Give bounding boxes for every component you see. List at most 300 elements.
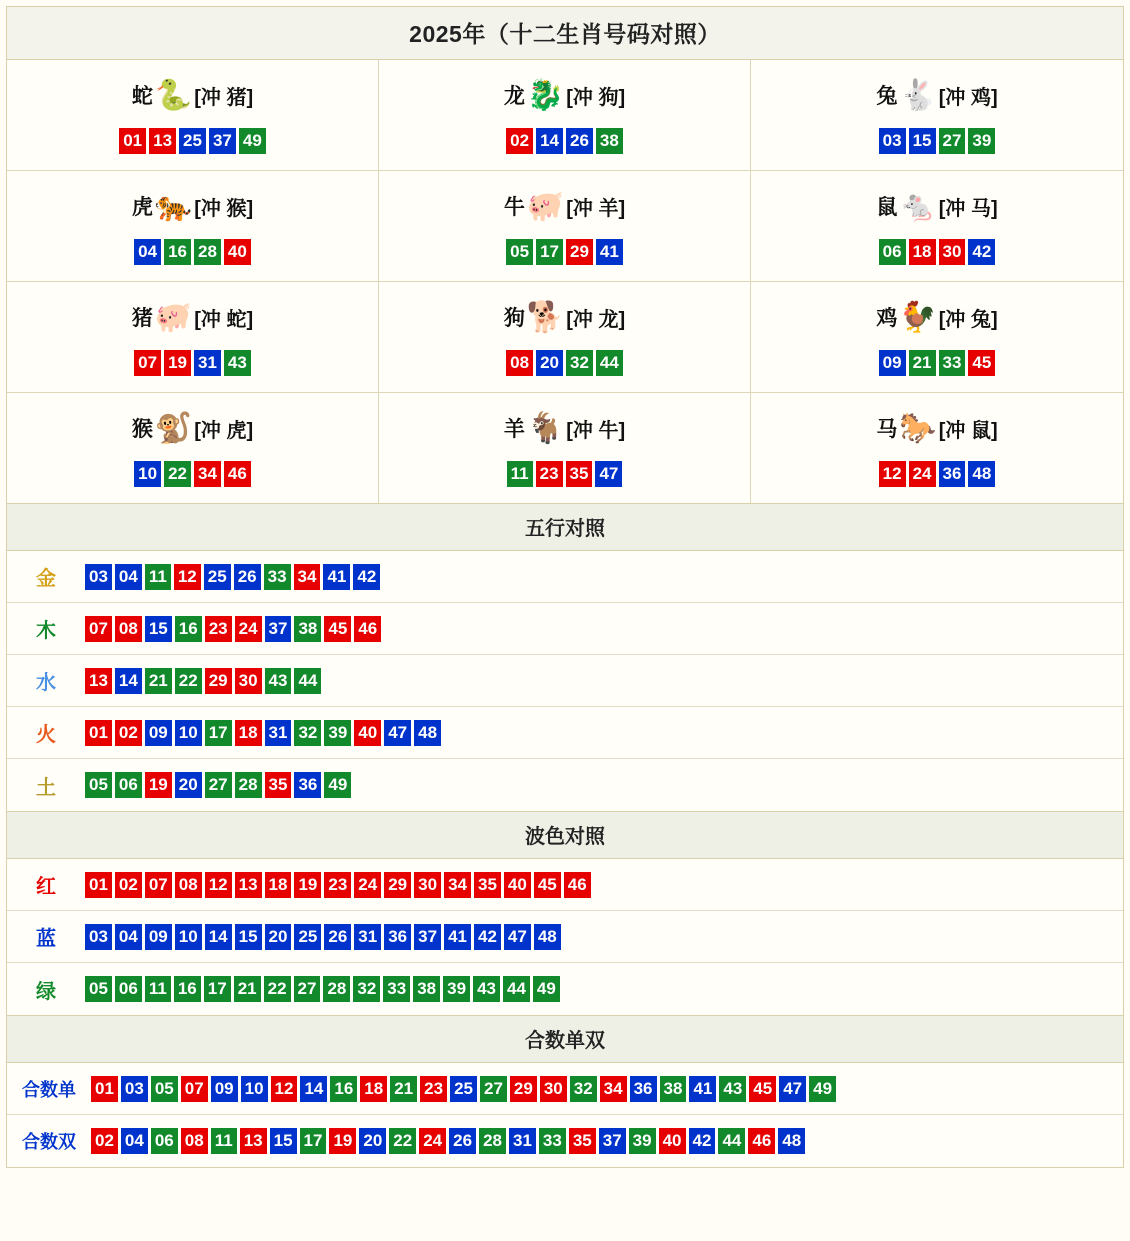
zodiac-heading	[17, 407, 368, 449]
number-chip: 43	[224, 350, 251, 376]
number-chip: 48	[534, 924, 561, 950]
zodiac-numbers	[17, 239, 368, 265]
reference-row	[7, 1115, 1123, 1167]
number-chip: 29	[510, 1076, 537, 1102]
number-chip: 26	[234, 564, 261, 590]
zodiac-numbers	[389, 350, 740, 376]
number-chip: 47	[779, 1076, 806, 1102]
zodiac-numbers	[761, 461, 1113, 487]
number-chip: 44	[718, 1128, 745, 1154]
number-chip: 01	[119, 128, 146, 154]
row-label: 土	[36, 776, 56, 799]
zodiac-numbers	[389, 461, 740, 487]
number-chip: 19	[329, 1128, 356, 1154]
number-chip: 25	[204, 564, 231, 590]
row-label: 绿	[36, 980, 56, 1003]
number-chip: 40	[354, 720, 381, 746]
zodiac-heading	[389, 407, 740, 449]
reference-row	[7, 655, 1123, 707]
number-chip: 43	[719, 1076, 746, 1102]
number-chip: 11	[211, 1128, 237, 1154]
row-label: 合数双	[22, 1132, 76, 1152]
monkey-icon: 🐒	[154, 412, 193, 445]
number-chip: 26	[449, 1128, 476, 1154]
number-chip: 44	[596, 350, 623, 376]
number-chip: 27	[480, 1076, 507, 1102]
number-chip: 04	[121, 1128, 148, 1154]
number-chip: 28	[235, 772, 262, 798]
number-chip: 23	[324, 872, 351, 898]
reference-row	[7, 963, 1123, 1015]
number-chip: 16	[175, 616, 202, 642]
number-chip: 28	[479, 1128, 506, 1154]
number-chip: 35	[474, 872, 501, 898]
number-chip: 46	[224, 461, 251, 487]
row-numbers	[85, 968, 1123, 1010]
zodiac-cell	[7, 282, 379, 393]
number-chip: 08	[506, 350, 533, 376]
snake-icon: 🐍	[154, 79, 193, 112]
number-chip: 31	[194, 350, 221, 376]
number-chip: 38	[596, 128, 623, 154]
number-chip: 12	[271, 1076, 298, 1102]
number-chip: 42	[689, 1128, 716, 1154]
number-chip: 22	[389, 1128, 416, 1154]
number-chip: 33	[383, 976, 410, 1002]
number-chip: 06	[115, 976, 142, 1002]
zodiac-name: 羊	[503, 418, 525, 441]
number-chip: 33	[264, 564, 291, 590]
zodiac-numbers	[761, 239, 1113, 265]
number-chip: 04	[115, 564, 142, 590]
reference-table-frame	[6, 6, 1124, 1168]
bose-section-title: 波色对照	[7, 811, 1123, 859]
number-chip: 33	[539, 1128, 566, 1154]
zodiac-numbers	[761, 350, 1113, 376]
number-chip: 15	[909, 128, 936, 154]
number-chip: 34	[294, 564, 321, 590]
number-chip: 34	[194, 461, 221, 487]
zodiac-clash: [冲 马]	[938, 197, 998, 220]
number-chip: 17	[205, 720, 232, 746]
number-chip: 20	[536, 350, 563, 376]
number-chip: 10	[175, 720, 202, 746]
lottery-reference-page	[0, 6, 1130, 1241]
zodiac-clash: [冲 鸡]	[938, 86, 998, 109]
number-chip: 11	[507, 461, 533, 487]
zodiac-heading	[761, 296, 1113, 338]
number-chip: 16	[330, 1076, 357, 1102]
zodiac-cell	[751, 282, 1123, 393]
zodiac-cell	[751, 171, 1123, 282]
number-chip: 36	[384, 924, 411, 950]
rooster-icon: 🐓	[899, 301, 937, 334]
number-chip: 20	[359, 1128, 386, 1154]
number-chip: 14	[300, 1076, 327, 1102]
number-chip: 13	[240, 1128, 267, 1154]
number-chip: 14	[205, 924, 232, 950]
row-label: 合数单	[22, 1079, 76, 1100]
number-chip: 24	[419, 1128, 446, 1154]
number-chip: 29	[566, 239, 593, 265]
zodiac-cell	[7, 171, 379, 282]
page-title: 2025年（十二生肖号码对照）	[7, 7, 1123, 60]
number-chip: 42	[474, 924, 501, 950]
row-numbers	[85, 916, 1123, 958]
number-chip: 03	[85, 924, 112, 950]
number-chip: 07	[181, 1076, 208, 1102]
wuxing-rows	[7, 551, 1123, 811]
row-numbers	[85, 556, 1123, 598]
number-chip: 07	[145, 872, 172, 898]
number-chip: 41	[444, 924, 471, 950]
number-chip: 04	[134, 239, 161, 265]
zodiac-clash: [冲 牛]	[566, 419, 626, 442]
zodiac-clash: [冲 猪]	[194, 86, 254, 109]
number-chip: 05	[506, 239, 533, 265]
bose-rows	[7, 859, 1123, 1015]
number-chip: 19	[164, 350, 191, 376]
number-chip: 02	[91, 1128, 118, 1154]
number-chip: 37	[414, 924, 441, 950]
zodiac-heading	[17, 185, 368, 227]
zodiac-name: 猴	[131, 418, 153, 441]
number-chip: 36	[630, 1076, 657, 1102]
number-chip: 15	[145, 616, 172, 642]
zodiac-number-grid	[7, 60, 1123, 503]
number-chip: 30	[414, 872, 441, 898]
number-chip: 15	[270, 1128, 297, 1154]
zodiac-heading	[17, 296, 368, 338]
zodiac-heading	[761, 407, 1113, 449]
zodiac-cell	[7, 60, 379, 171]
number-chip: 09	[145, 924, 172, 950]
number-chip: 28	[323, 976, 350, 1002]
number-chip: 13	[149, 128, 176, 154]
reference-row	[7, 707, 1123, 759]
number-chip: 42	[353, 564, 380, 590]
number-chip: 10	[175, 924, 202, 950]
number-chip: 48	[414, 720, 441, 746]
zodiac-clash: [冲 羊]	[566, 197, 626, 220]
zodiac-clash: [冲 蛇]	[194, 308, 254, 331]
number-chip: 11	[145, 564, 171, 590]
number-chip: 19	[294, 872, 321, 898]
number-chip: 44	[294, 668, 321, 694]
number-chip: 21	[909, 350, 936, 376]
number-chip: 14	[115, 668, 142, 694]
row-numbers	[85, 864, 1123, 906]
number-chip: 47	[384, 720, 411, 746]
number-chip: 43	[265, 668, 292, 694]
number-chip: 27	[294, 976, 321, 1002]
number-chip: 40	[659, 1128, 686, 1154]
number-chip: 38	[413, 976, 440, 1002]
zodiac-heading	[761, 74, 1113, 116]
number-chip: 42	[968, 239, 995, 265]
heshu-rows	[7, 1063, 1123, 1167]
number-chip: 22	[175, 668, 202, 694]
number-chip: 01	[85, 872, 112, 898]
number-chip: 16	[174, 976, 201, 1002]
zodiac-cell	[379, 393, 751, 503]
zodiac-cell	[7, 393, 379, 503]
number-chip: 45	[749, 1076, 776, 1102]
number-chip: 18	[909, 239, 936, 265]
zodiac-clash: [冲 狗]	[566, 86, 626, 109]
number-chip: 46	[354, 616, 381, 642]
reference-row	[7, 551, 1123, 603]
number-chip: 44	[503, 976, 530, 1002]
row-numbers	[91, 1068, 1123, 1110]
number-chip: 05	[85, 772, 112, 798]
row-label: 火	[36, 724, 56, 746]
dragon-icon: 🐉	[526, 79, 565, 112]
wuxing-section-title: 五行对照	[7, 503, 1123, 551]
number-chip: 12	[879, 461, 906, 487]
number-chip: 06	[115, 772, 142, 798]
row-label: 水	[36, 672, 56, 694]
number-chip: 30	[939, 239, 966, 265]
number-chip: 04	[115, 924, 142, 950]
number-chip: 20	[175, 772, 202, 798]
number-chip: 22	[264, 976, 291, 1002]
number-chip: 47	[595, 461, 622, 487]
number-chip: 30	[540, 1076, 567, 1102]
number-chip: 30	[235, 668, 262, 694]
zodiac-clash: [冲 虎]	[194, 419, 254, 442]
horse-icon: 🐎	[899, 412, 937, 445]
number-chip: 07	[134, 350, 161, 376]
number-chip: 20	[265, 924, 292, 950]
number-chip: 09	[145, 720, 172, 746]
reference-row	[7, 603, 1123, 655]
number-chip: 32	[294, 720, 321, 746]
row-numbers	[85, 712, 1123, 754]
zodiac-name: 蛇	[131, 85, 153, 108]
number-chip: 23	[420, 1076, 447, 1102]
number-chip: 48	[968, 461, 995, 487]
number-chip: 25	[179, 128, 206, 154]
number-chip: 40	[224, 239, 251, 265]
reference-row	[7, 759, 1123, 811]
number-chip: 23	[536, 461, 563, 487]
number-chip: 35	[569, 1128, 596, 1154]
number-chip: 27	[205, 772, 232, 798]
reference-row	[7, 911, 1123, 963]
number-chip: 10	[241, 1076, 268, 1102]
number-chip: 05	[151, 1076, 178, 1102]
number-chip: 39	[324, 720, 351, 746]
zodiac-name: 龙	[503, 85, 525, 108]
zodiac-name: 鸡	[876, 307, 898, 330]
number-chip: 03	[121, 1076, 148, 1102]
number-chip: 01	[85, 720, 112, 746]
zodiac-heading	[17, 74, 368, 116]
number-chip: 06	[151, 1128, 178, 1154]
number-chip: 06	[879, 239, 906, 265]
zodiac-numbers	[17, 128, 368, 154]
number-chip: 45	[968, 350, 995, 376]
number-chip: 03	[85, 564, 112, 590]
number-chip: 49	[239, 128, 266, 154]
zodiac-name: 猪	[131, 307, 153, 330]
zodiac-name: 鼠	[876, 196, 898, 219]
number-chip: 31	[354, 924, 381, 950]
row-numbers	[85, 608, 1123, 650]
number-chip: 18	[360, 1076, 387, 1102]
zodiac-name: 虎	[131, 196, 153, 219]
number-chip: 46	[564, 872, 591, 898]
pig-icon: 🐖	[154, 301, 193, 334]
number-chip: 21	[145, 668, 172, 694]
number-chip: 45	[324, 616, 351, 642]
number-chip: 02	[506, 128, 533, 154]
zodiac-clash: [冲 猴]	[194, 197, 254, 220]
number-chip: 36	[939, 461, 966, 487]
number-chip: 36	[294, 772, 321, 798]
rat-icon: 🐁	[899, 190, 937, 223]
number-chip: 39	[443, 976, 470, 1002]
number-chip: 35	[566, 461, 593, 487]
number-chip: 21	[234, 976, 261, 1002]
number-chip: 19	[145, 772, 172, 798]
number-chip: 41	[323, 564, 350, 590]
number-chip: 34	[444, 872, 471, 898]
number-chip: 29	[205, 668, 232, 694]
number-chip: 41	[689, 1076, 716, 1102]
row-numbers	[85, 660, 1123, 702]
number-chip: 39	[968, 128, 995, 154]
zodiac-cell	[379, 60, 751, 171]
number-chip: 25	[294, 924, 321, 950]
reference-row	[7, 1063, 1123, 1115]
zodiac-heading	[389, 185, 740, 227]
zodiac-numbers	[389, 239, 740, 265]
zodiac-cell	[751, 393, 1123, 503]
tiger-icon: 🐅	[154, 190, 193, 223]
zodiac-numbers	[761, 128, 1113, 154]
dog-icon: 🐕	[526, 301, 565, 334]
reference-row	[7, 859, 1123, 911]
number-chip: 09	[879, 350, 906, 376]
number-chip: 31	[265, 720, 292, 746]
rabbit-icon: 🐇	[899, 79, 937, 112]
zodiac-clash: [冲 兔]	[938, 308, 998, 331]
number-chip: 12	[205, 872, 232, 898]
number-chip: 01	[91, 1076, 118, 1102]
row-numbers	[91, 1120, 1123, 1162]
number-chip: 13	[235, 872, 262, 898]
number-chip: 22	[164, 461, 191, 487]
number-chip: 29	[384, 872, 411, 898]
number-chip: 38	[294, 616, 321, 642]
goat-icon: 🐐	[526, 412, 565, 445]
number-chip: 24	[354, 872, 381, 898]
zodiac-cell	[379, 282, 751, 393]
zodiac-name: 兔	[876, 85, 898, 108]
zodiac-name: 狗	[503, 307, 525, 330]
number-chip: 21	[390, 1076, 417, 1102]
number-chip: 34	[600, 1076, 627, 1102]
number-chip: 14	[536, 128, 563, 154]
number-chip: 17	[536, 239, 563, 265]
number-chip: 32	[566, 350, 593, 376]
number-chip: 12	[174, 564, 201, 590]
number-chip: 08	[181, 1128, 208, 1154]
number-chip: 38	[660, 1076, 687, 1102]
number-chip: 23	[205, 616, 232, 642]
heshu-section-title: 合数单双	[7, 1015, 1123, 1063]
number-chip: 24	[235, 616, 262, 642]
number-chip: 49	[533, 976, 560, 1002]
zodiac-name: 牛	[503, 196, 525, 219]
number-chip: 48	[778, 1128, 805, 1154]
ox-icon: 🐖	[526, 190, 565, 223]
number-chip: 24	[909, 461, 936, 487]
zodiac-heading	[389, 74, 740, 116]
number-chip: 13	[85, 668, 112, 694]
number-chip: 03	[879, 128, 906, 154]
number-chip: 46	[748, 1128, 775, 1154]
row-label: 红	[36, 876, 56, 898]
number-chip: 02	[115, 872, 142, 898]
number-chip: 16	[164, 239, 191, 265]
number-chip: 17	[204, 976, 231, 1002]
number-chip: 31	[509, 1128, 536, 1154]
number-chip: 28	[194, 239, 221, 265]
number-chip: 37	[265, 616, 292, 642]
number-chip: 39	[629, 1128, 656, 1154]
number-chip: 26	[324, 924, 351, 950]
number-chip: 07	[85, 616, 112, 642]
number-chip: 45	[534, 872, 561, 898]
zodiac-cell	[379, 171, 751, 282]
number-chip: 49	[809, 1076, 836, 1102]
zodiac-heading	[389, 296, 740, 338]
zodiac-numbers	[17, 350, 368, 376]
zodiac-cell	[751, 60, 1123, 171]
number-chip: 40	[504, 872, 531, 898]
number-chip: 02	[115, 720, 142, 746]
number-chip: 27	[939, 128, 966, 154]
number-chip: 18	[265, 872, 292, 898]
zodiac-clash: [冲 鼠]	[938, 419, 998, 442]
number-chip: 33	[939, 350, 966, 376]
number-chip: 09	[211, 1076, 238, 1102]
number-chip: 08	[115, 616, 142, 642]
number-chip: 08	[175, 872, 202, 898]
number-chip: 18	[235, 720, 262, 746]
number-chip: 11	[145, 976, 171, 1002]
zodiac-numbers	[389, 128, 740, 154]
number-chip: 05	[85, 976, 112, 1002]
zodiac-clash: [冲 龙]	[566, 308, 626, 331]
number-chip: 17	[300, 1128, 327, 1154]
number-chip: 49	[324, 772, 351, 798]
zodiac-numbers	[17, 461, 368, 487]
number-chip: 47	[504, 924, 531, 950]
number-chip: 32	[570, 1076, 597, 1102]
number-chip: 25	[450, 1076, 477, 1102]
number-chip: 43	[473, 976, 500, 1002]
row-label: 木	[36, 620, 56, 642]
number-chip: 37	[209, 128, 236, 154]
number-chip: 32	[353, 976, 380, 1002]
zodiac-heading	[761, 185, 1113, 227]
zodiac-name: 马	[876, 418, 898, 441]
row-label: 蓝	[36, 928, 56, 950]
